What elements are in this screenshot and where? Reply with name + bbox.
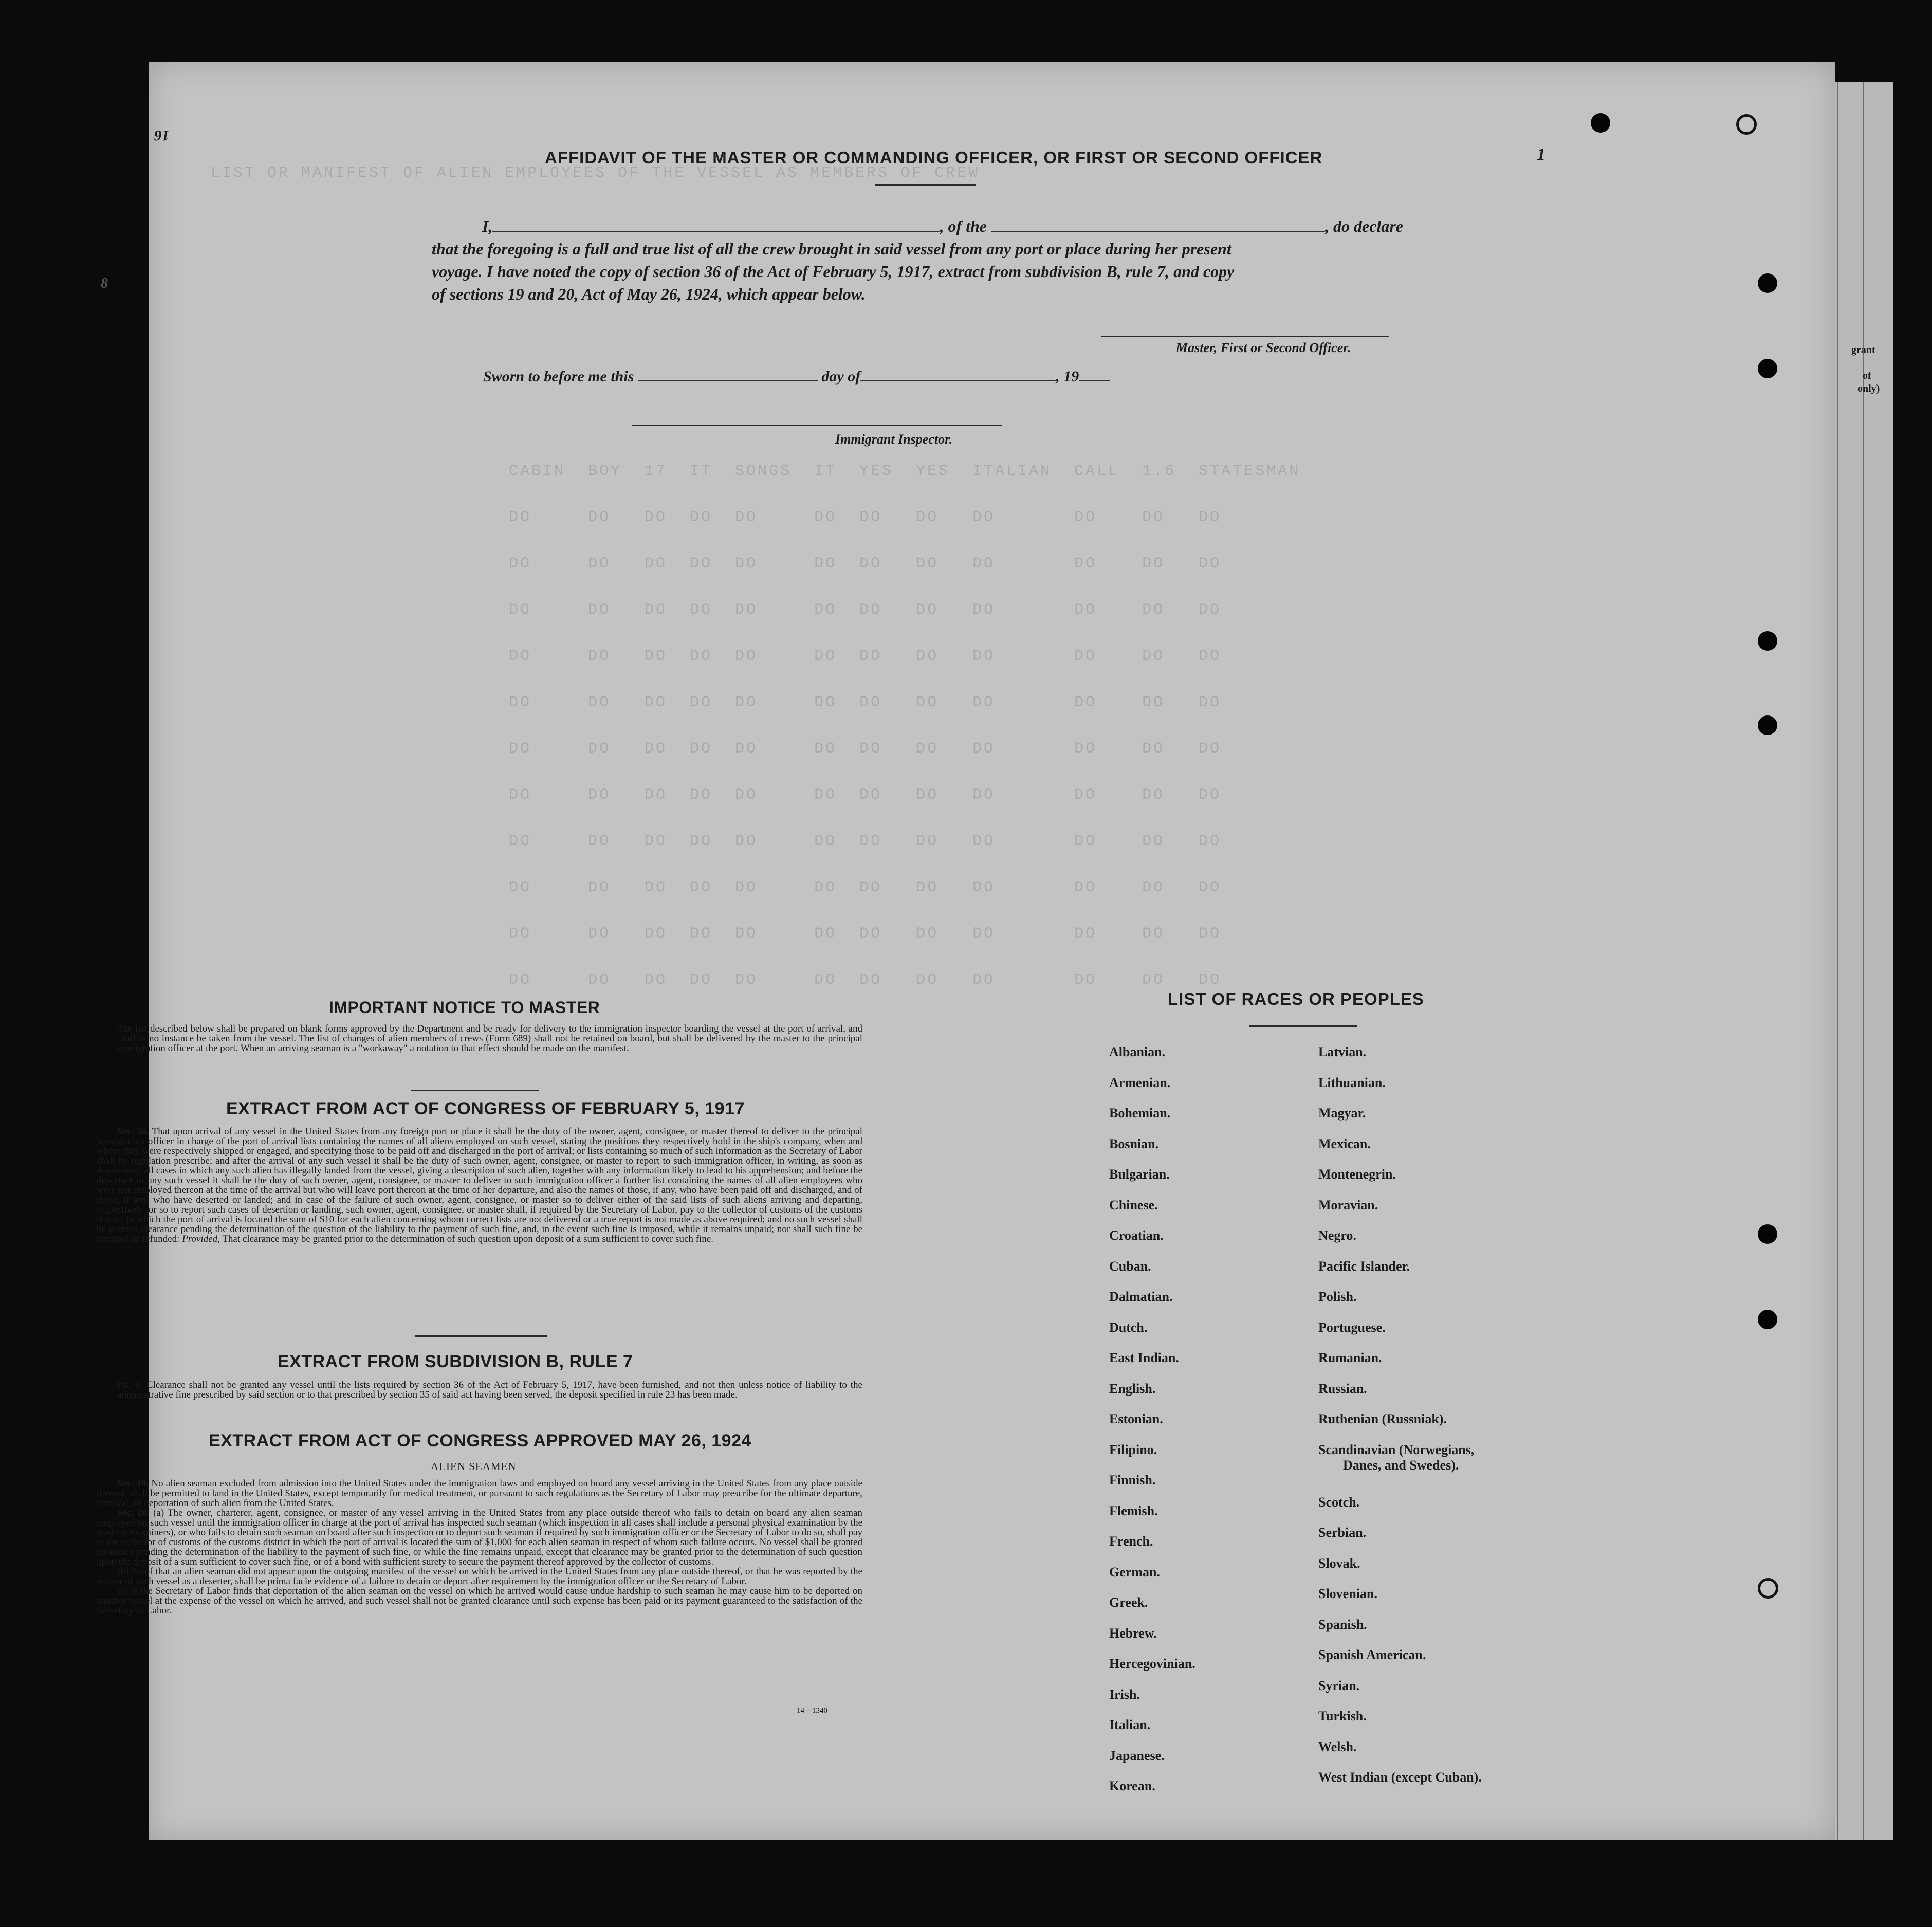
inspector-signature-line[interactable] bbox=[632, 425, 1002, 426]
race-item: Albanian. bbox=[1109, 1044, 1166, 1059]
race-item: Estonian. bbox=[1109, 1411, 1163, 1426]
race-item: Slovenian. bbox=[1318, 1586, 1377, 1601]
sec-19-body: No alien seaman excluded from admission into the United States under the immigration laws and employed on board any vessel arriving in the United States from any place outside thereof, shall be permitted to land in the United States, except temporarily for medical treatment, or pursuant to such regulations as the Secretary of Labor may prescribe for the ultimate departure, removal, or deportation of such alien from the United States. bbox=[97, 1478, 862, 1509]
race-item: Pacific Islander. bbox=[1318, 1259, 1410, 1274]
affidavit-line-1 bbox=[482, 215, 1403, 237]
race-item: Welsh. bbox=[1318, 1739, 1357, 1754]
proviso-label: Provided, bbox=[182, 1234, 220, 1244]
section-rule bbox=[415, 1335, 547, 1337]
notice-text: The list described below shall be prepared on blank forms approved by the Department and be ready for delivery to the immigration inspector boarding the vessel at the port of arrival, and shall in no instance be taken from the vessel. The list of changes of alien members of crews (Form 689) shall not be retained on board, but shall be delivered by the master to the principal immigration officer at the port. When an arriving seaman is a "workaway" a notation to that effect should be made on the manifest. bbox=[117, 1023, 862, 1054]
form-number: 14—1340 bbox=[797, 1706, 827, 1715]
race-item: Bohemian. bbox=[1109, 1106, 1171, 1121]
race-item: Magyar. bbox=[1318, 1106, 1366, 1121]
master-signature-label: Master, First or Second Officer. bbox=[1176, 340, 1351, 355]
race-item: Cuban. bbox=[1109, 1259, 1151, 1274]
punch-hole bbox=[1591, 113, 1610, 133]
punch-hole-ring bbox=[1758, 1578, 1778, 1599]
title-rule bbox=[875, 184, 976, 186]
sworn-year-field[interactable] bbox=[1079, 380, 1110, 381]
declarant-name-field[interactable] bbox=[492, 231, 940, 232]
sworn-month-field[interactable] bbox=[860, 380, 1056, 381]
race-item: Flemish. bbox=[1109, 1503, 1158, 1518]
declarant-prefix: I, bbox=[482, 217, 493, 235]
race-item: Japanese. bbox=[1109, 1748, 1165, 1763]
race-item: Russian. bbox=[1318, 1381, 1367, 1396]
race-item: Danes, and Swedes). bbox=[1343, 1458, 1459, 1473]
affidavit-line-4: of sections 19 and 20, Act of May 26, 1924, which appear below. bbox=[432, 285, 866, 303]
race-item: English. bbox=[1109, 1381, 1156, 1396]
affidavit-title: AFFIDAVIT OF THE MASTER OR COMMANDING OFFICER, OR FIRST OR SECOND OFFICER bbox=[545, 148, 1323, 167]
section-rule bbox=[411, 1090, 539, 1091]
races-title-rule bbox=[1249, 1025, 1357, 1027]
margin-mark-side: 8 bbox=[101, 276, 108, 291]
race-item: Irish. bbox=[1109, 1687, 1140, 1702]
inspector-label: Immigrant Inspector. bbox=[835, 432, 953, 447]
affidavit-line-3: voyage. I have noted the copy of section 36 of the Act of February 5, 1917, extract from subdivision B, rule 7, and copy bbox=[432, 262, 1235, 281]
race-item: Scandinavian (Norwegians, bbox=[1318, 1442, 1475, 1457]
race-item: Dutch. bbox=[1109, 1320, 1148, 1335]
sec-20b-paragraph: (b) Proof that an alien seaman did not appear upon the outgoing manifest of the vessel on which he arrived in the United States from any place outside thereof, or that he was reported by the master of such vessel as a deserter, shall be prima facie evidence of a failure to detain or deport after requirement by the immigration officer or the Secretary of Labor. bbox=[97, 1566, 862, 1587]
extract-rule7-text: Par. 6. Clearance shall not be granted any vessel until the lists required by section 36 of the Act of February 5, 1917, have been furnished, and not then unless notice of liability to the administrative fine prescribed by said section or to that prescribed by section 35 of said act having been served, the deposit specified in rule 23 has been made. bbox=[117, 1380, 862, 1400]
sworn-day-field[interactable] bbox=[638, 380, 818, 381]
races-title: LIST OF RACES OR PEOPLES bbox=[1168, 989, 1424, 1008]
sworn-line bbox=[483, 368, 1110, 386]
day-of-label: day of bbox=[821, 368, 861, 385]
alien-seamen-subtitle: ALIEN SEAMEN bbox=[431, 1460, 517, 1473]
race-item: Dalmatian. bbox=[1109, 1289, 1173, 1304]
race-item: Scotch. bbox=[1318, 1495, 1360, 1510]
extract-rule7-title: EXTRACT FROM SUBDIVISION B, RULE 7 bbox=[278, 1352, 633, 1371]
race-item: Filipino. bbox=[1109, 1442, 1157, 1457]
race-item: Ruthenian (Russniak). bbox=[1318, 1411, 1447, 1426]
race-item: Portuguese. bbox=[1318, 1320, 1386, 1335]
race-item: Turkish. bbox=[1318, 1709, 1367, 1723]
sec-20a-body: (a) The owner, charterer, agent, consignee, or master of any vessel arriving in the United States from any place outside thereof who fails to detain on board any alien seaman employed on such vessel until the immigration officer in charge at the port of arrival has inspected such seaman (which inspection in all cases shall include a personal physical examination by the medical examiners), or who fails to detain such seaman on board after such inspection or to deport such seaman if required by such immigration officer or the Secretary of Labor to do so, shall pay to the collector of customs of the customs district in which the port of arrival is located the sum of $1,000 for each alien seaman in respect of whom such failure occurs. No vessel shall be granted clearance pending the determination of the liability to the payment of such fine, or while the fine remains unpaid, except that clearance may be granted prior to the determination of such question upon the deposit of a sum sufficient to cover such fine, or of a bond with sufficient surety to secure the payment thereof approved by the collector of customs. bbox=[97, 1508, 863, 1567]
vessel-name-field[interactable] bbox=[991, 231, 1325, 232]
race-item: Moravian. bbox=[1318, 1198, 1378, 1213]
declare-label: , do declare bbox=[1325, 217, 1403, 235]
notice-title: IMPORTANT NOTICE TO MASTER bbox=[329, 998, 600, 1017]
race-item: Italian. bbox=[1109, 1717, 1151, 1732]
race-item: Korean. bbox=[1109, 1778, 1155, 1793]
race-item: Hebrew. bbox=[1109, 1626, 1157, 1641]
year-prefix: , 19 bbox=[1056, 368, 1079, 385]
race-item: Negro. bbox=[1318, 1228, 1356, 1243]
race-item: Syrian. bbox=[1318, 1678, 1360, 1693]
punch-hole bbox=[1758, 715, 1777, 735]
sworn-label: Sworn to before me this bbox=[483, 368, 634, 385]
race-item: Slovak. bbox=[1318, 1556, 1360, 1571]
sec-20c-paragraph: (c) If the Secretary of Labor finds that deportation of the alien seaman on the vessel on which he arrived would cause undue hardship to such seaman he may cause him to be deported on another vessel at the expense of the vessel on which he arrived, and such vessel shall not be granted clearance until such expense has been paid or its payment guaranteed to the satisfaction of the Secretary of Labor. bbox=[97, 1586, 862, 1616]
back-sheet-label-3: only) bbox=[1857, 383, 1880, 394]
of-the-label: , of the bbox=[940, 217, 987, 235]
extract-1917-text bbox=[97, 1127, 862, 1244]
race-item: Croatian. bbox=[1109, 1228, 1164, 1243]
affidavit-line-2: that the foregoing is a full and true list of all the crew brought in said vessel from any port or place during her present bbox=[432, 240, 1231, 258]
extract-1917-title: EXTRACT FROM ACT OF CONGRESS OF FEBRUARY 5, 1917 bbox=[226, 1099, 745, 1118]
punch-hole bbox=[1758, 631, 1777, 651]
race-item: Serbian. bbox=[1318, 1525, 1367, 1540]
race-item: Greek. bbox=[1109, 1595, 1148, 1610]
sec-19-paragraph bbox=[97, 1479, 862, 1508]
race-item: Armenian. bbox=[1109, 1075, 1171, 1090]
race-item: Polish. bbox=[1318, 1289, 1357, 1304]
back-sheet-label-2: of bbox=[1863, 370, 1871, 381]
race-item: French. bbox=[1109, 1534, 1153, 1549]
extract-1924-text bbox=[97, 1479, 862, 1616]
margin-mark-handwritten: 1 bbox=[1537, 145, 1545, 164]
sec-19-label: Sec. 19. bbox=[117, 1478, 149, 1489]
race-item: Spanish. bbox=[1318, 1617, 1367, 1632]
sec-36-body: That upon arrival of any vessel in the United States from any foreign port or place it shall be the duty of the owner, agent, consignee, or master thereof to deliver to the principal immigration officer in charge of the port of arrival lists containing the names of all aliens employed on such vessel, stating the positions they respectively hold in the ship's company, when and where they were respectively shipped or engaged, and specifying those to be paid off and discharged in the port of arrival; or lists containing so much of such information as the Secretary of Labor shall by regulation prescribe; and after the arrival of any such vessel it shall be the duty of such owner, agent, consignee, or master to report to such immigration officer, in writing, as soon as discovered, all cases in which any such alien has illegally landed from the vessel, giving a description of such alien, together with any information likely to lead to his apprehension; and before the departure of any such vessel it shall be the duty of such owner, agent, consignee, or master to deliver to such immigration officer a further list containing the names of all alien employees who were not employed thereon at the time of the arrival but who will leave port thereon at the time of her departure, and also the names of those, if any, who have been paid off and discharged, and of those, if any, who have deserted or landed; and in case of the failure of such owner, agent, consignee, or master so to deliver either of the said lists of such aliens arriving and departing, respectively, or so to report such cases of desertion or landing, such owner, agent, consignee, or master shall, if required by the Secretary of Labor, pay to the collector of customs of the customs district in which the port of arrival is located the sum of $10 for each alien concerning whom correct lists are not delivered or a true report is not made as above required; and no such vessel shall be granted clearance pending the determination of the question of the liability to the payment of such fine, and, in the event such fine is imposed, while it remains unpaid; nor shall such fine be remitted or refunded: bbox=[97, 1126, 862, 1244]
punch-hole bbox=[1758, 273, 1777, 293]
race-item: East Indian. bbox=[1109, 1350, 1179, 1365]
race-item: West Indian (except Cuban). bbox=[1318, 1770, 1482, 1785]
manifest-page: LIST OR MANIFEST OF ALIEN EMPLOYEES OF THE VESSEL AS MEMBERS OF CREW CABIN BOY 17 IT SONGS IT YES YES ITALIAN CALL 1.6 STATESMAN DO DO DO DO DO DO DO DO DO DO DO DO DO DO DO DO DO DO DO DO DO DO DO DO DO DO DO DO DO DO DO DO DO DO DO DO DO DO DO DO DO DO DO DO DO DO DO DO DO DO DO DO DO DO DO DO DO DO DO DO DO DO DO DO DO DO DO DO DO DO DO DO DO DO DO DO DO DO DO DO DO DO DO DO DO DO DO DO DO DO DO DO DO DO DO DO DO DO DO DO DO DO DO DO DO DO DO DO DO DO DO DO DO DO DO DO DO DO DO DO DO DO DO DO DO DO DO DO DO DO DO DO bbox=[149, 62, 1835, 1840]
punch-hole bbox=[1758, 359, 1777, 378]
race-item: Latvian. bbox=[1318, 1044, 1367, 1059]
race-item: Finnish. bbox=[1109, 1473, 1156, 1488]
master-signature-line[interactable] bbox=[1101, 336, 1389, 337]
sec-20a-paragraph bbox=[97, 1508, 862, 1567]
race-item: Mexican. bbox=[1318, 1136, 1371, 1151]
back-sheet-label-1: grant bbox=[1851, 344, 1875, 356]
sec-20-label: Sec. 20. bbox=[117, 1508, 150, 1518]
race-item: Chinese. bbox=[1109, 1198, 1158, 1213]
race-item: Hercegovinian. bbox=[1109, 1656, 1195, 1671]
race-item: Spanish American. bbox=[1318, 1647, 1426, 1662]
punch-hole-ring bbox=[1736, 114, 1757, 135]
race-item: German. bbox=[1109, 1565, 1160, 1580]
sec-36-label: Sec. 36. bbox=[117, 1126, 149, 1137]
margin-mark-number: 16 bbox=[154, 127, 170, 144]
race-item: Rumanian. bbox=[1318, 1350, 1382, 1365]
race-item: Bulgarian. bbox=[1109, 1167, 1170, 1182]
punch-hole bbox=[1758, 1310, 1777, 1329]
race-item: Lithuanian. bbox=[1318, 1075, 1386, 1090]
race-item: Montenegrin. bbox=[1318, 1167, 1396, 1182]
punch-hole bbox=[1758, 1224, 1777, 1244]
proviso-body: That clearance may be granted prior to the determination of such question upon deposit of a sum sufficient to cover such fine. bbox=[222, 1234, 713, 1244]
race-item: Bosnian. bbox=[1109, 1136, 1159, 1151]
extract-1924-title: EXTRACT FROM ACT OF CONGRESS APPROVED MAY 26, 1924 bbox=[209, 1431, 751, 1451]
